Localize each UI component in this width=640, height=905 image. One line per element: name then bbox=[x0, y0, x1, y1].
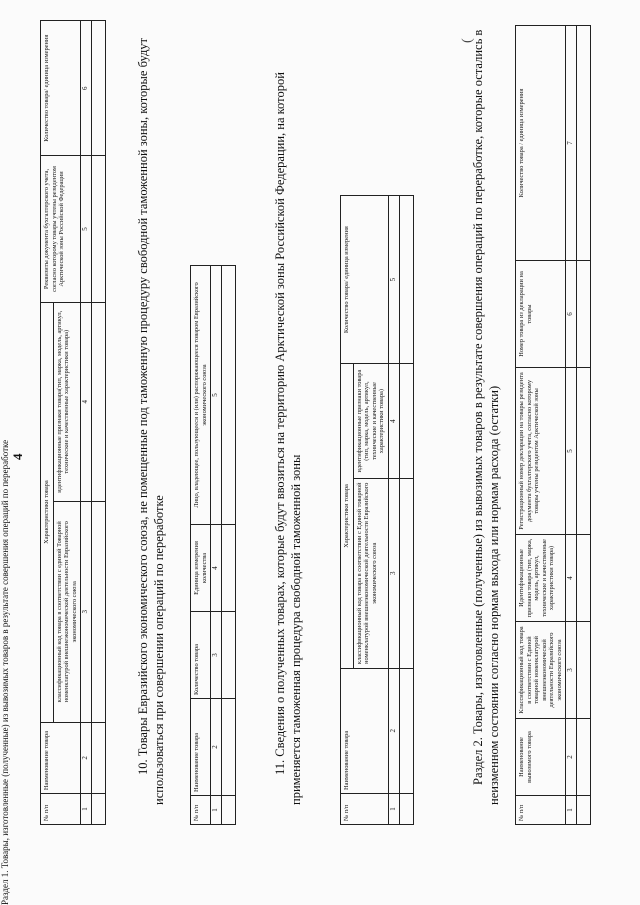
table-section-2 bbox=[515, 25, 591, 825]
num-cell: 1 bbox=[211, 796, 222, 825]
col-char: Характеристики товара bbox=[41, 302, 54, 722]
col-req: Реквизиты документа бухгалтерского учета, согласно которому товары учтены резидентом Арктической зоны Российской Федерации bbox=[41, 156, 81, 302]
col-ident: Идентификационные признаки товара (тип, марка, модель, артикул, технические и качественные характеристики товара) bbox=[516, 535, 566, 622]
num-cell: 5 bbox=[566, 368, 577, 535]
num-cell: 2 bbox=[388, 668, 399, 793]
num-cell: 4 bbox=[388, 364, 399, 479]
col-class: Классификационный код товара в соответствии с Единой товарной номенклатурой внешнеэкономической деятельности Евразийского экономического союза bbox=[516, 622, 566, 719]
num-cell: 1 bbox=[388, 793, 399, 824]
col-reg: Регистрационный номер декларации на товары резидента документа бухгалтерского учета, согласно которому товары учтены резидентом Арктической зоны bbox=[516, 368, 566, 535]
section-11-subheading: Раздел 1. Товары, изготовленные (полученные) из вывозимых товаров в результате совершения операций по переработке bbox=[0, 439, 10, 905]
col-class: классификационный код товара в соответствии с единой Товарной номенклатурой внешнеэкономической деятельности Евразийского экономического союза bbox=[53, 501, 81, 722]
col-char: Характеристики товара bbox=[341, 364, 354, 668]
col-name: Наименование вывозимого товара bbox=[516, 719, 566, 796]
num-cell: 2 bbox=[81, 722, 92, 793]
num-cell: 2 bbox=[211, 699, 222, 796]
col-name: Наименование товара bbox=[341, 668, 389, 793]
num-cell: 1 bbox=[81, 794, 92, 825]
col-qty: Количество товара bbox=[191, 612, 211, 699]
num-cell: 3 bbox=[81, 501, 92, 722]
page-number: 4 bbox=[10, 453, 25, 460]
col-ident: идентификационные признаки товара (тип, марка, модель, артикул, технические и качественные характеристики товара) bbox=[353, 364, 388, 479]
section-2-heading: Раздел 2. Товары, изготовленные (полученные) из вывозимых товаров в результате совершения операций по переработке, которые остались в неизменном состоянии согласно нормам выхода или нормам расхода (остатки) bbox=[471, 29, 501, 805]
col-name: Наименование товара bbox=[191, 699, 211, 796]
col-no: № п/п bbox=[191, 796, 211, 825]
num-cell: 4 bbox=[211, 525, 222, 612]
num-cell: 3 bbox=[566, 622, 577, 719]
num-cell: 3 bbox=[211, 612, 222, 699]
num-cell: 5 bbox=[211, 266, 222, 525]
col-class: классификационный код товара в соответствии с Единой товарной номенклатурой внешнеэкономической деятельности Евразийского экономического союза bbox=[353, 478, 388, 668]
col-no: № п/п bbox=[341, 793, 389, 824]
num-cell: 5 bbox=[81, 156, 92, 302]
section-11-heading: 11. Сведения о полученных товарах, которые будут ввозиться на территорию Арктической зоны Российской Федерации, на которой применяется таможенная процедура свободной таможенной зоны bbox=[273, 72, 303, 805]
section-10-heading: 10. Товары Евразийского экономического союза, не помещенные под таможенную процедуру свободной таможенной зоны, которые будут использоваться при совершении операций по переработке bbox=[136, 37, 166, 805]
corner-mark: ( bbox=[460, 38, 475, 43]
num-cell: 5 bbox=[388, 196, 399, 364]
num-cell: 3 bbox=[388, 478, 399, 668]
num-cell: 6 bbox=[566, 261, 577, 368]
num-cell: 2 bbox=[566, 719, 577, 796]
col-qty: Количество товара / единица измерения bbox=[516, 26, 566, 261]
col-qty: Количество товара/ единица измерения bbox=[341, 196, 389, 364]
col-no: № п/п bbox=[516, 796, 566, 825]
col-qty: Количество товара/ единица измерения bbox=[41, 21, 81, 156]
col-name: Наименование товара bbox=[41, 722, 81, 793]
col-num: Номер товара из декларации на товары bbox=[516, 261, 566, 368]
num-cell: 1 bbox=[566, 796, 577, 825]
table-section-11 bbox=[340, 195, 414, 825]
col-person: Лицо, владеющее, пользующееся и (или) распоряжающееся товаром Евразийского экономического союза bbox=[191, 266, 211, 525]
table-continuation bbox=[40, 20, 106, 825]
col-ident: идентификационные признаки товара(тип, марка, модель, артикул, технические и качественные характеристики товара) bbox=[53, 302, 81, 501]
num-cell: 6 bbox=[81, 21, 92, 156]
col-no: № п/п bbox=[41, 794, 81, 825]
num-cell: 4 bbox=[81, 302, 92, 501]
table-section-10 bbox=[190, 265, 236, 825]
num-cell: 7 bbox=[566, 26, 577, 261]
col-unit: Единица измерения количества bbox=[191, 525, 211, 612]
num-cell: 4 bbox=[566, 535, 577, 622]
